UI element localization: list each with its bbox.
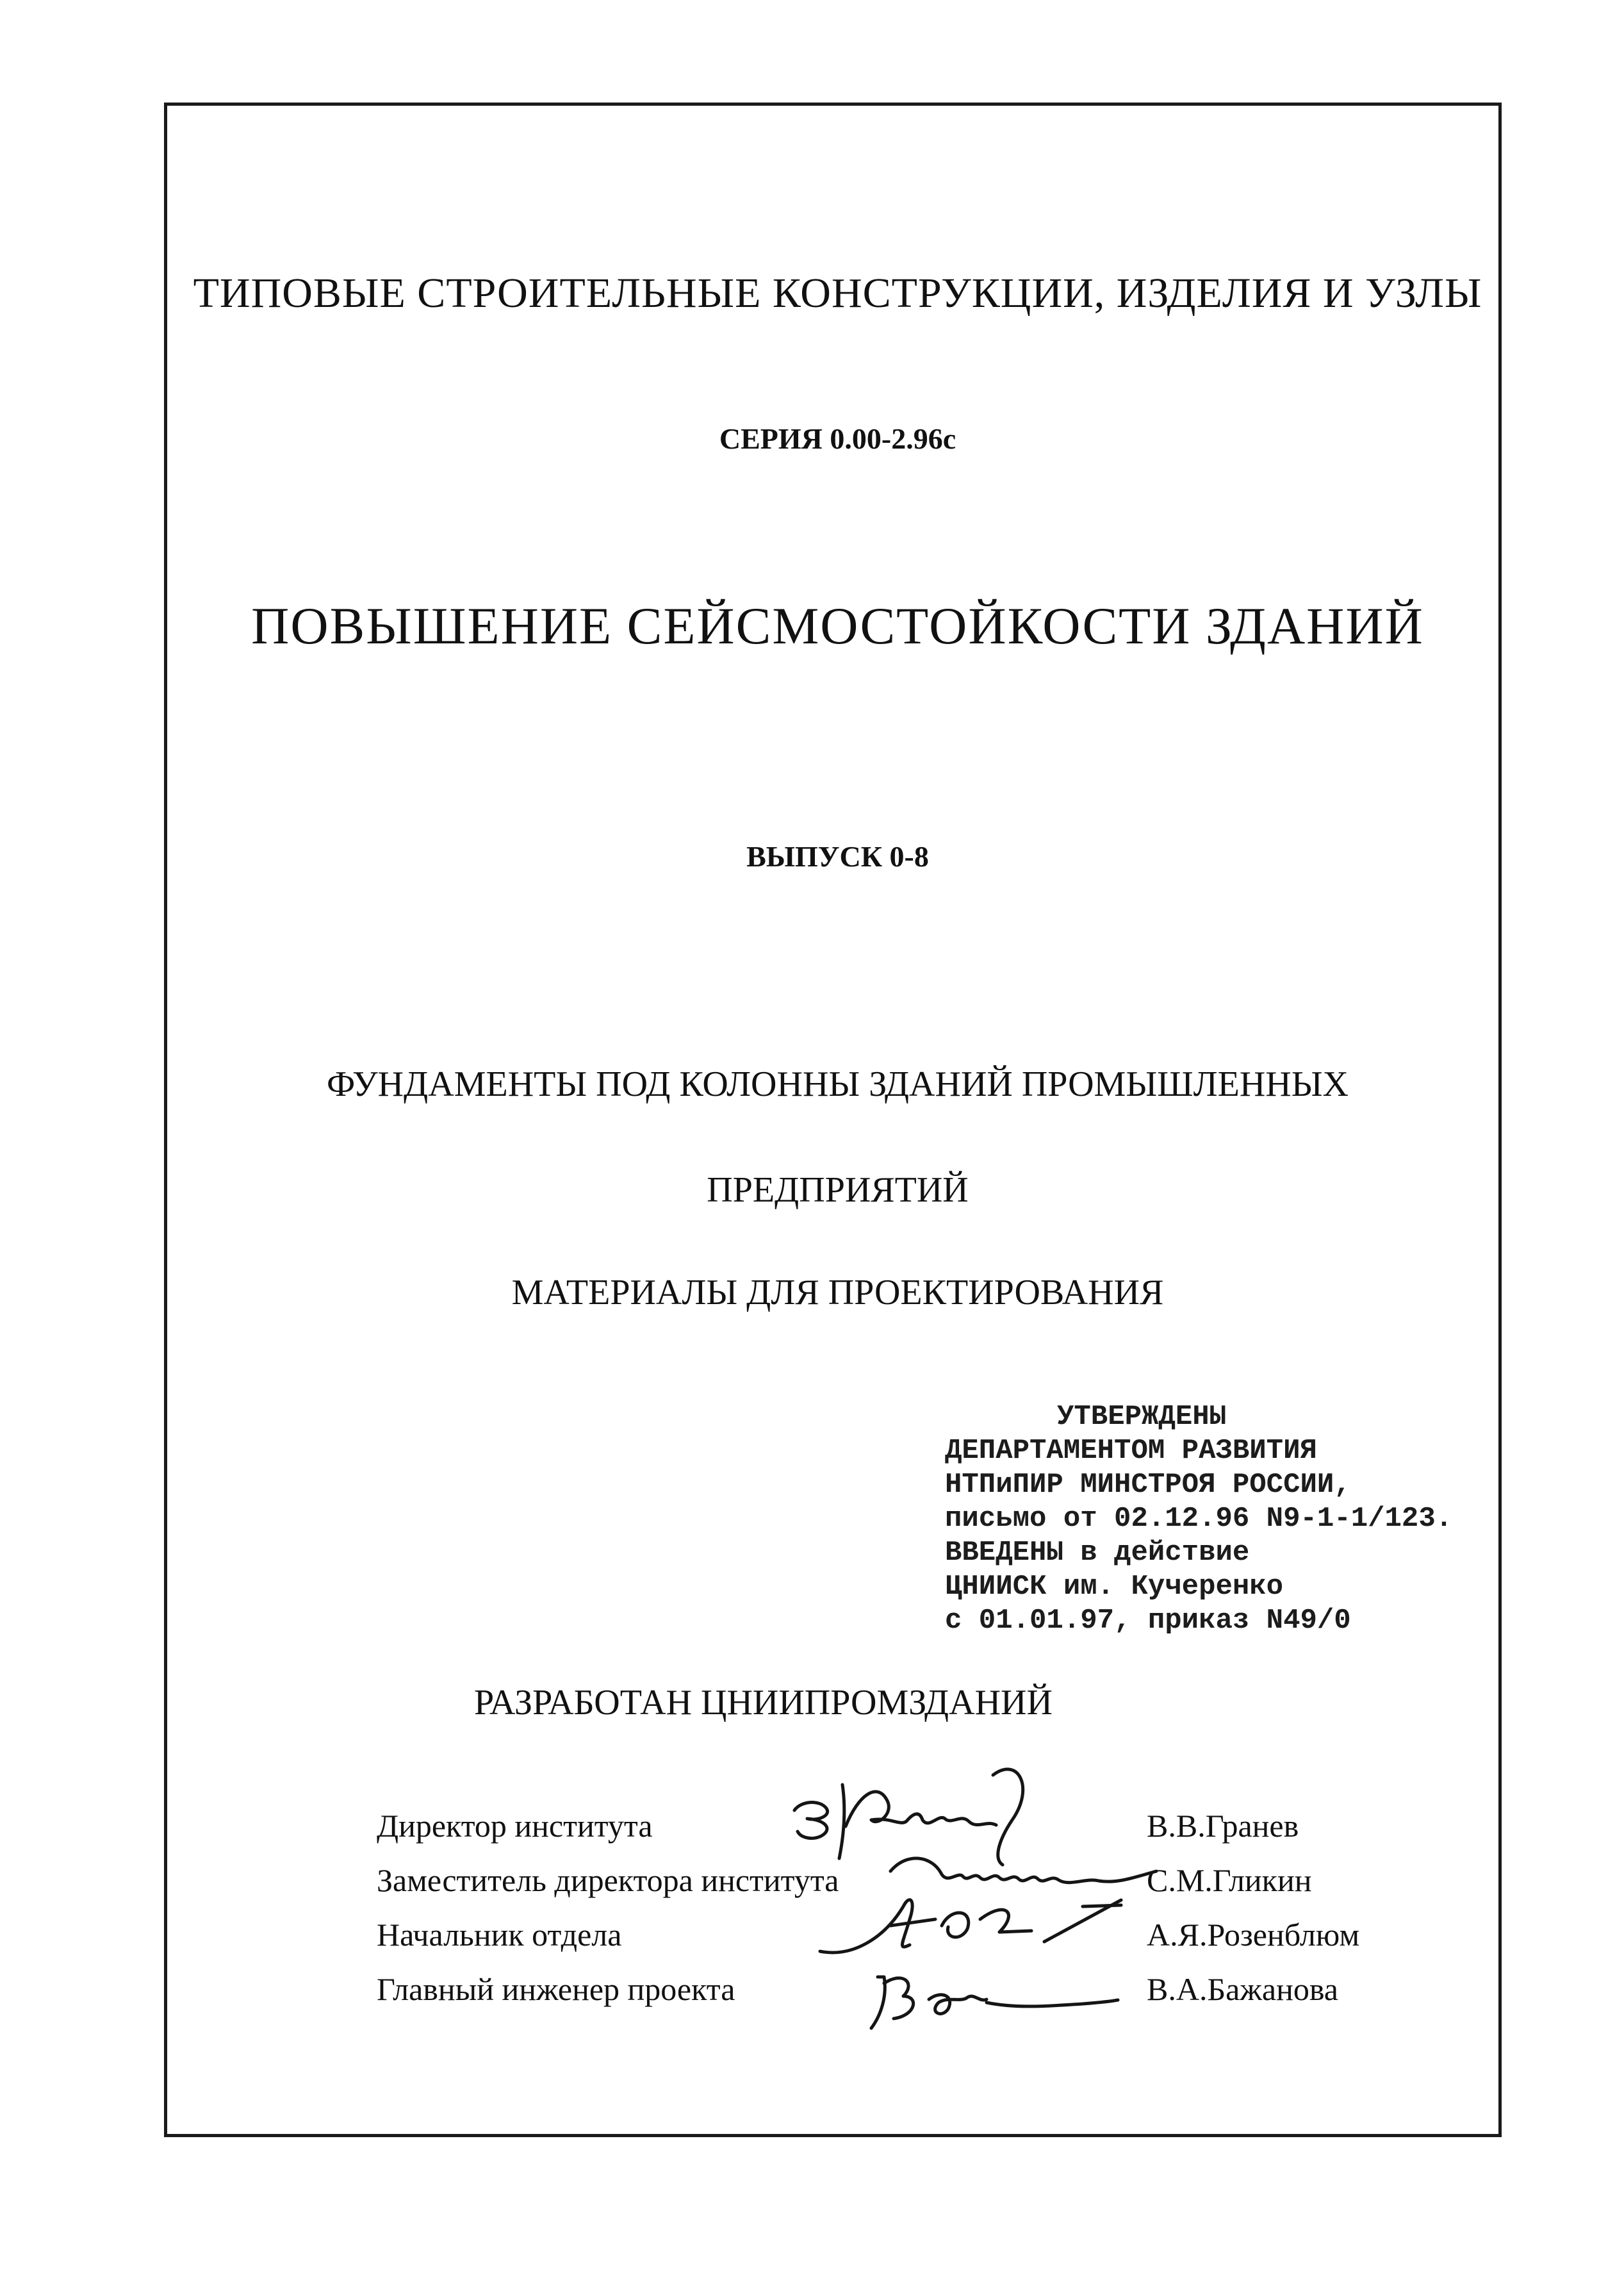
subtitle-line-3: МАТЕРИАЛЫ ДЛЯ ПРОЕКТИРОВАНИЯ	[511, 1273, 1164, 1312]
stamp-line: с 01.01.97, приказ N49/0	[945, 1605, 1351, 1637]
staff-role-department-head: Начальник отдела	[377, 1917, 622, 1953]
staff-role-chief-engineer: Главный инженер проекта	[377, 1971, 735, 2007]
stamp-line: ВВЕДЕНЫ в действие	[945, 1537, 1250, 1569]
series-number: СЕРИЯ 0.00-2.96с	[719, 422, 956, 455]
subtitle-line-2: ПРЕДПРИЯТИЙ	[707, 1170, 969, 1210]
signature-department-head	[814, 1881, 1134, 1964]
main-title: ПОВЫШЕНИЕ СЕЙСМОСТОЙКОСТИ ЗДАНИЙ	[251, 597, 1424, 655]
issue-number: ВЫПУСК 0-8	[746, 840, 929, 873]
approval-stamp	[945, 1400, 1452, 1638]
staff-name-chief-engineer: В.А.Бажанова	[1147, 1971, 1338, 2007]
document-header: ТИПОВЫЕ СТРОИТЕЛЬНЫЕ КОНСТРУКЦИИ, ИЗДЕЛИЯ И УЗЛЫ	[193, 270, 1482, 317]
staff-name-department-head: А.Я.Розенблюм	[1147, 1917, 1360, 1953]
stamp-line: письмо от 02.12.96 N9-1-1/123.	[945, 1503, 1453, 1535]
stamp-line: ЦНИИСК им. Кучеренко	[945, 1571, 1284, 1603]
staff-role-director: Директор института	[377, 1808, 653, 1844]
stamp-line: УТВЕРЖДЕНЫ	[1057, 1401, 1227, 1433]
stamp-line: НТПиПИР МИНСТРОЯ РОССИИ,	[945, 1469, 1351, 1501]
staff-name-director: В.В.Гранев	[1147, 1808, 1299, 1844]
stamp-line: ДЕПАРТАМЕНТОМ РАЗВИТИЯ	[945, 1435, 1317, 1467]
subtitle-line-1: ФУНДАМЕНТЫ ПОД КОЛОННЫ ЗДАНИЙ ПРОМЫШЛЕННЫХ	[326, 1064, 1349, 1104]
staff-role-deputy-director: Заместитель директора института	[377, 1862, 839, 1898]
signature-chief-engineer	[858, 1958, 1128, 2035]
developer-organization: РАЗРАБОТАН ЦНИИПРОМЗДАНИЙ	[474, 1683, 1053, 1723]
staff-name-deputy-director: С.М.Гликин	[1147, 1862, 1312, 1898]
